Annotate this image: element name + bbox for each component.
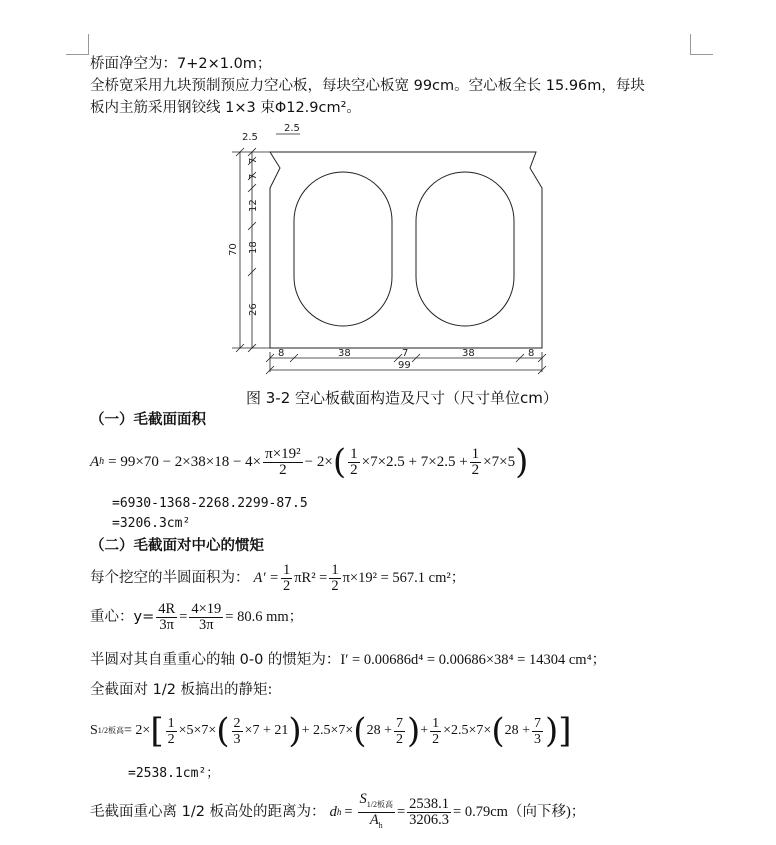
dim-left-1: 7: [248, 157, 259, 164]
dim-height: 70: [228, 243, 239, 256]
dim-bottom-0: 8: [278, 348, 285, 359]
text-line-2: 全桥宽采用九块预制预应力空心板，每块空心板宽 99cm。空心板全长 15.96m，每块: [90, 78, 645, 94]
semi-area-end: π×19² = 567.1 cm²；: [342, 570, 466, 586]
text-line-3: 板内主筋采用钢铰线 1×3 束Φ12.9cm²。: [90, 100, 361, 116]
area-term-1: ×7×2.5 + 7×2.5 +: [361, 454, 468, 470]
cross-section-figure: [222, 120, 562, 380]
section2-heading: （二）毛截面对中心的惯矩: [90, 538, 264, 554]
paren-open: (: [332, 442, 347, 482]
bracket-close: ]: [558, 711, 572, 751]
static-t4: +: [420, 723, 429, 738]
distance-lhs: d: [329, 804, 337, 820]
distance-den-sub: h: [378, 820, 383, 830]
distance-frac-1: [358, 792, 395, 833]
inertia-formula: I′ = 0.00686d⁴ = 0.00686×38⁴ = 14304 cm⁴；: [340, 652, 607, 668]
distance-label: 毛截面重心离 1/2 板高处的距离为：: [90, 804, 326, 820]
seven-num: 7: [395, 715, 403, 731]
static-28b: 28 +: [504, 723, 530, 738]
area-lhs-sub: h: [99, 456, 105, 467]
dim-left-5: 26: [248, 303, 259, 316]
semi-area-label: 每个挖空的半圆面积为：: [90, 570, 250, 586]
dim-left-2: 7: [248, 173, 259, 180]
section1-heading: （一）毛截面面积: [90, 412, 206, 428]
fraction-half-2: [470, 447, 482, 478]
half-num: 1: [350, 445, 358, 462]
static-frac-7-3: [532, 716, 543, 747]
centroid-frac-2: [189, 602, 223, 633]
semi-area-line: [90, 560, 465, 596]
static-t2a: ×7 + 21: [244, 723, 289, 738]
distance-den-a: A: [369, 811, 379, 828]
half-num: 1: [432, 715, 440, 731]
static-a: = 2×: [124, 723, 151, 738]
fraction-half-1: [348, 447, 360, 478]
dim-left-0: 2.5: [242, 132, 258, 143]
area-term-2: ×7×5: [483, 454, 516, 470]
centroid-num: 4R: [158, 600, 176, 617]
static-lhs: S: [90, 723, 98, 738]
centroid-den2: 3π: [199, 616, 214, 633]
area-part-a: = 99×70 − 2×38×18 − 4×: [108, 454, 262, 470]
half-den: 2: [471, 461, 480, 478]
semi-area-formula: A′ =: [253, 570, 279, 586]
dim-left-3: 12: [248, 199, 259, 212]
half-den: 2: [432, 731, 440, 747]
half-num: 1: [471, 445, 480, 462]
half-num: 1: [282, 561, 291, 578]
inertia-line: [90, 650, 606, 670]
two-den: 2: [395, 731, 403, 747]
static-formula: [90, 706, 572, 756]
equals-sign: =: [344, 804, 353, 820]
static-t1: ×5×7×: [178, 723, 217, 738]
static-frac-7-2: [394, 716, 405, 747]
static-t5: ×2.5×7×: [443, 723, 492, 738]
distance-num-val: 2538.1: [409, 795, 450, 812]
paren-close: ): [406, 711, 421, 751]
area-part-b: − 2×: [304, 454, 333, 470]
distance-den: [358, 813, 395, 833]
half-den: 2: [167, 731, 175, 747]
area-result-1: =6930-1368-2268.2299-87.5: [112, 496, 308, 511]
static-result: =2538.1cm²；: [128, 766, 220, 781]
fraction-pi-den: 2: [279, 461, 287, 478]
static-lhs-sub: 1/2板高: [97, 726, 125, 735]
fraction-pi: [263, 447, 303, 478]
semi-half-2: [329, 563, 340, 594]
corner-mark-top-right: [690, 34, 713, 55]
half-den: 2: [282, 577, 291, 594]
paren-open: (: [491, 711, 505, 751]
two-num: 2: [233, 715, 241, 731]
distance-num-sub: 1/2板高: [366, 799, 393, 809]
distance-lhs-sub: h: [336, 807, 342, 817]
equals-sign: =: [179, 609, 188, 625]
dim-bottom-2: 7: [402, 348, 409, 359]
paren-close: ): [515, 442, 529, 482]
paren-close: ): [288, 711, 302, 751]
area-formula: [90, 438, 528, 486]
three-den: 3: [534, 731, 541, 747]
dim-bottom-1: 38: [338, 348, 351, 359]
distance-line: [90, 792, 585, 832]
semi-half-1: [281, 563, 292, 594]
centroid-frac-1: [156, 602, 177, 633]
distance-end: = 0.79cm（向下移)；: [453, 804, 586, 820]
fraction-pi-num: π×19²: [265, 445, 301, 462]
semi-area-mid: πR² =: [294, 570, 328, 586]
bracket-open: [: [150, 711, 164, 751]
half-den: 2: [331, 577, 339, 594]
void-right: [416, 172, 514, 326]
static-half-2: [430, 716, 441, 747]
distance-num: $S_{1/2板高}$: [358, 792, 395, 813]
dim-total-width: 99: [398, 360, 411, 371]
figure-caption: 图 3-2 空心板截面构造及尺寸（尺寸单位cm）: [246, 389, 558, 407]
half-den: 2: [350, 461, 358, 478]
centroid-end: = 80.6 mm；: [225, 609, 304, 625]
static-label: 全截面对 1/2 板搞出的静矩:: [90, 682, 273, 698]
paren-open: (: [353, 711, 367, 751]
inertia-label: 半圆对其自重重心的轴 0-0 的惯矩为：: [90, 652, 341, 668]
half-num: 1: [167, 715, 175, 731]
corner-mark-top-left: [66, 34, 89, 55]
centroid-label: 重心：y=: [90, 609, 155, 625]
dim-left-4: 18: [248, 241, 259, 254]
seven-num: 7: [534, 715, 541, 731]
slab-outline: [270, 152, 542, 348]
half-num: 1: [331, 561, 339, 578]
centroid-num2: 4×19: [191, 600, 222, 617]
text-line-1: 桥面净空为：7+2×1.0m；: [90, 56, 272, 72]
static-half-1: [166, 716, 177, 747]
dim-top-0: 2.5: [284, 123, 300, 134]
dim-bottom-3: 38: [462, 348, 475, 359]
area-lhs: A: [90, 454, 100, 470]
static-frac-two-thirds: [232, 716, 243, 747]
void-left: [294, 172, 392, 326]
static-t3: + 2.5×7×: [301, 723, 354, 738]
area-result-2: =3206.3cm²: [112, 516, 191, 531]
static-28a: 28 +: [366, 723, 392, 738]
distance-frac-2: [407, 797, 451, 828]
dim-bottom-4: 8: [528, 348, 535, 359]
equals-sign: =: [396, 804, 406, 820]
three-den: 3: [233, 731, 241, 747]
centroid-den: 3π: [159, 616, 174, 633]
distance-den-val: 3206.3: [409, 811, 450, 828]
paren-open: (: [216, 711, 230, 751]
centroid-line: [90, 598, 303, 636]
paren-close: ): [545, 711, 559, 751]
